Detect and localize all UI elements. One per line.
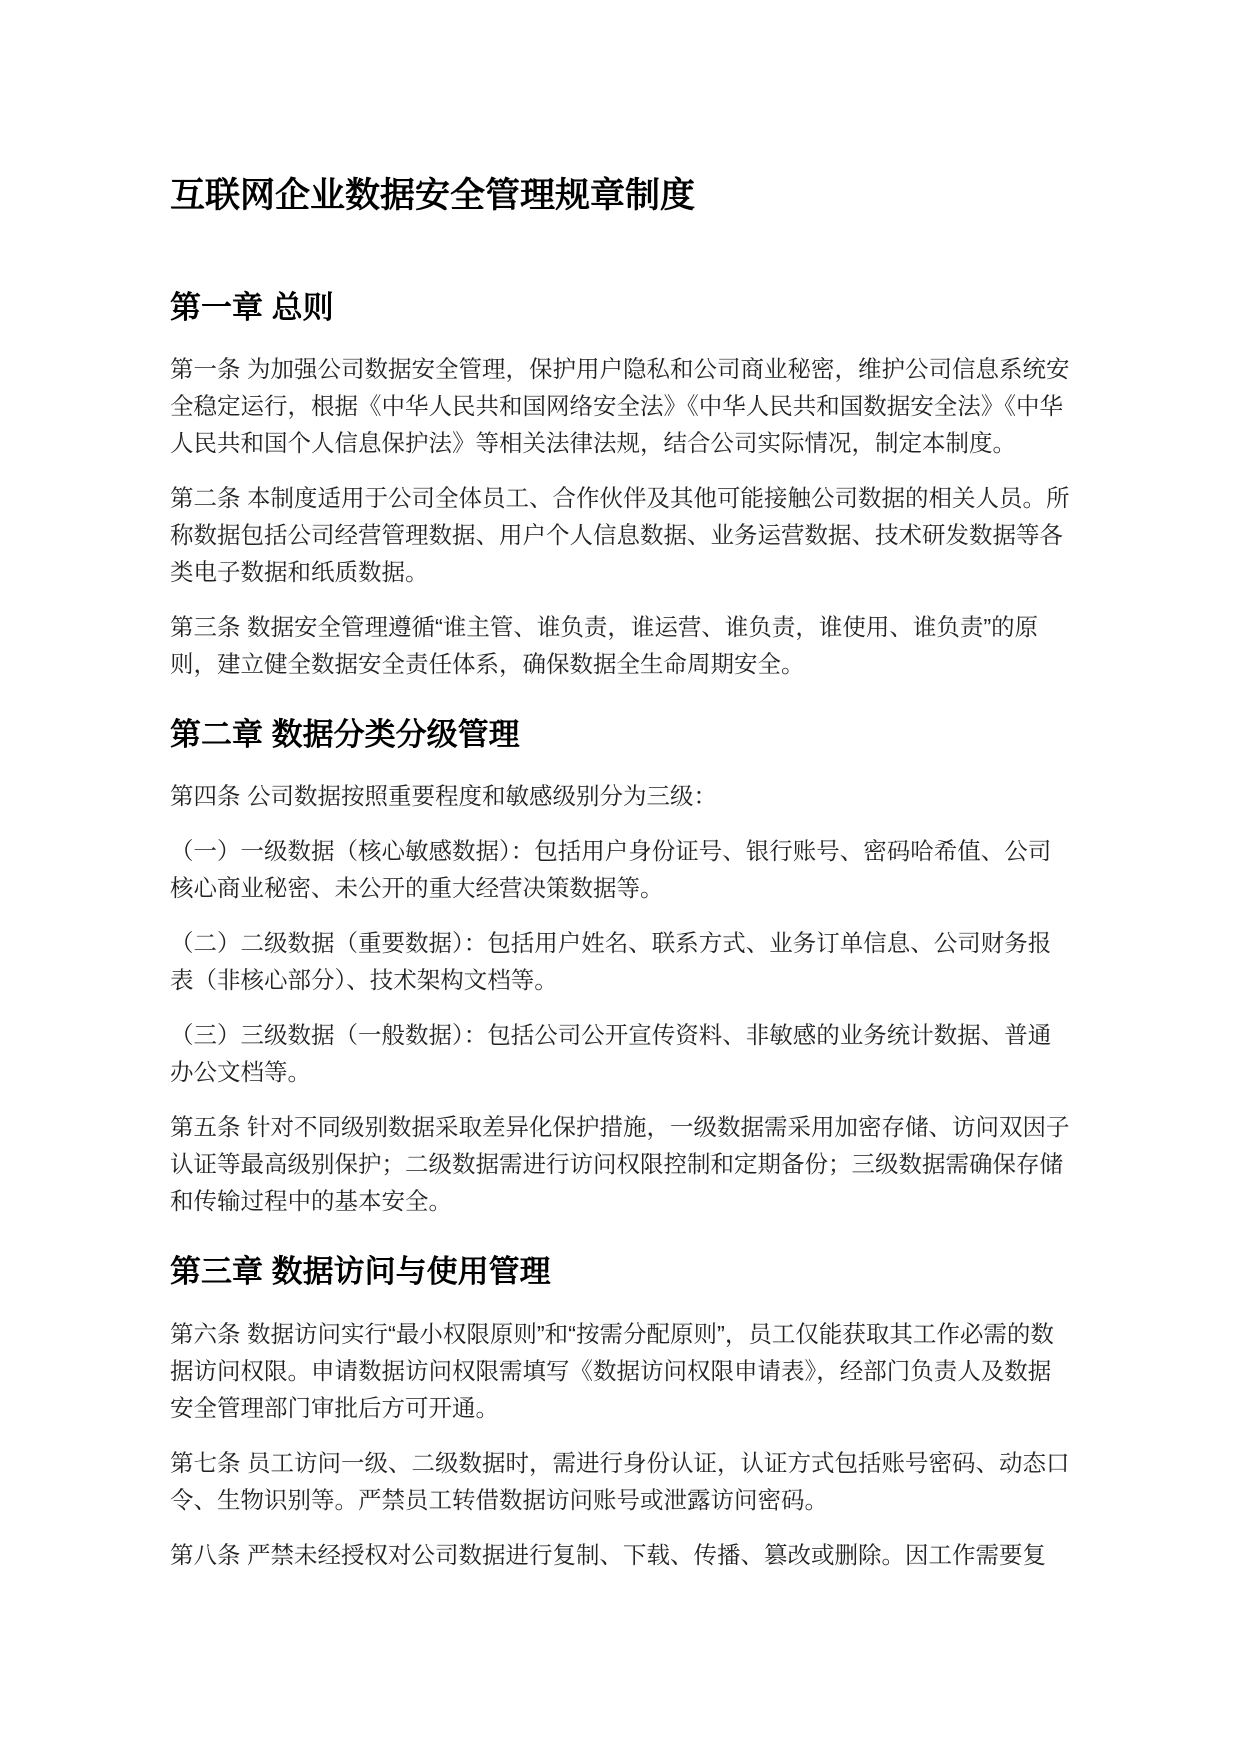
chapter-heading-1: 第一章 总则 <box>170 290 334 325</box>
paragraph-level-2-data: （二）二级数据（重要数据）：包括用户姓名、联系方式、业务订单信息、公司财务报表（非核心部分）、技术架构文档等。 <box>170 930 1052 994</box>
document-title: 互联网企业数据安全管理规章制度 <box>170 176 696 215</box>
paragraph-article-1: 第一条 为加强公司数据安全管理，保护用户隐私和公司商业秘密，维护公司信息系统安全稳定运行，根据《中华人民共和国网络安全法》《中华人民共和国数据安全法》《中华人民共和国个人信息保护法》等相关法律法规，结合公司实际情况，制定本制度。 <box>170 356 1070 457</box>
paragraph-article-7: 第七条 员工访问一级、二级数据时，需进行身份认证，认证方式包括账号密码、动态口令、生物识别等。严禁员工转借数据访问账号或泄露访问密码。 <box>170 1449 1070 1513</box>
paragraph-article-5: 第五条 针对不同级别数据采取差异化保护措施，一级数据需采用加密存储、访问双因子认证等最高级别保护；二级数据需进行访问权限控制和定期备份；三级数据需确保存储和传输过程中的基本安全。 <box>170 1114 1070 1215</box>
chapter-heading-3: 第三章 数据访问与使用管理 <box>170 1254 551 1290</box>
paragraph-article-2: 第二条 本制度适用于公司全体员工、合作伙伴及其他可能接触公司数据的相关人员。所称数据包括公司经营管理数据、用户个人信息数据、业务运营数据、技术研发数据等各类电子数据和纸质数据。 <box>170 485 1070 586</box>
paragraph-article-8-truncated: 第八条 严禁未经授权对公司数据进行复制、下载、传播、篡改或删除。因工作需要复 <box>170 1541 1047 1568</box>
paragraph-level-1-data: （一）一级数据（核心敏感数据）：包括用户身份证号、银行账号、密码哈希值、公司核心商业秘密、未公开的重大经营决策数据等。 <box>170 838 1052 902</box>
paragraph-article-4: 第四条 公司数据按照重要程度和敏感级别分为三级： <box>170 783 718 810</box>
chapter-heading-2: 第二章 数据分类分级管理 <box>170 717 520 753</box>
paragraph-level-3-data: （三）三级数据（一般数据）：包括公司公开宣传资料、非敏感的业务统计数据、普通办公文档等。 <box>170 1022 1052 1086</box>
paragraph-article-6: 第六条 数据访问实行“最小权限原则”和“按需分配原则”，员工仅能获取其工作必需的数据访问权限。申请数据访问权限需填写《数据访问权限申请表》，经部门负责人及数据安全管理部门审批后方可开通。 <box>170 1320 1054 1421</box>
paragraph-article-3: 第三条 数据安全管理遵循“谁主管、谁负责，谁运营、谁负责，谁使用、谁负责”的原则，建立健全数据安全责任体系，确保数据全生命周期安全。 <box>170 614 1039 678</box>
